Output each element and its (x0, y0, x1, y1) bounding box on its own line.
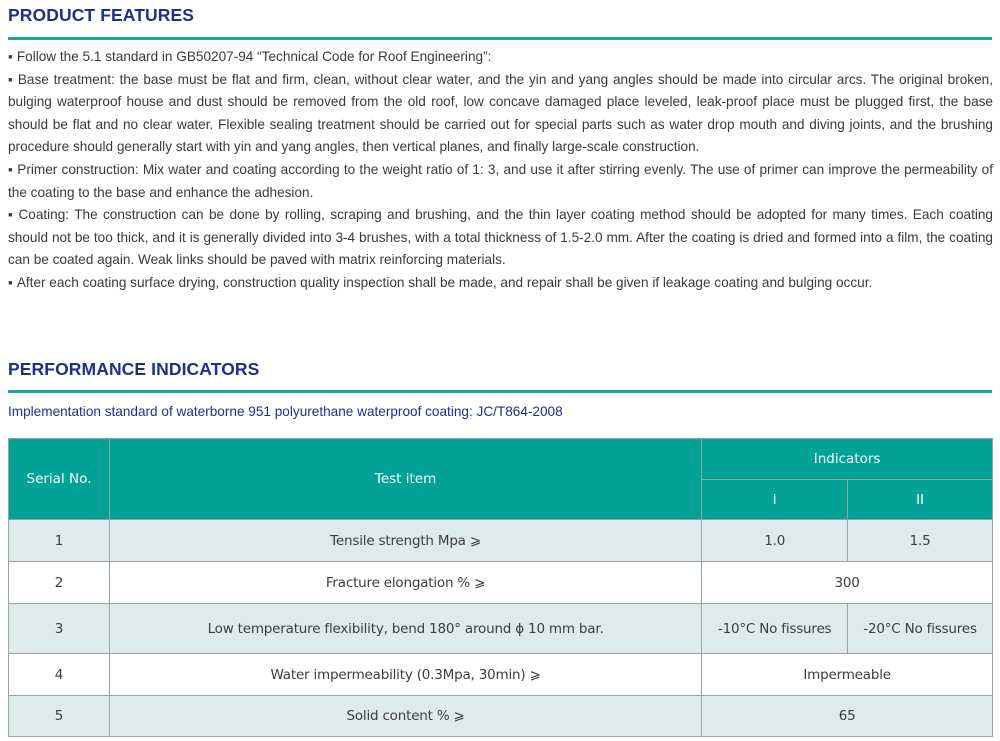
feature-item (8, 272, 993, 295)
product-features-list (8, 46, 993, 295)
header-serial-no: Serial No. (9, 439, 110, 520)
header-grade-1: I (702, 480, 848, 520)
cell-serial: 4 (9, 654, 110, 696)
feature-text: Primer construction: Mix water and coating according to the weight ratio of 1: 3, and use it after stirring evenly. The use of primer can improve the permeability of the coating to the base and enhance the adhesion. (8, 161, 993, 200)
cell-serial: 3 (9, 604, 110, 654)
header-grade-2: II (848, 480, 993, 520)
table-row (9, 604, 993, 654)
feature-text: After each coating surface drying, construction quality inspection shall be made, and repair shall be given if leakage coating and bulging occur. (16, 274, 873, 290)
table-row (9, 520, 993, 562)
bullet-icon: ▪ (8, 161, 14, 177)
bullet-icon: ▪ (8, 71, 14, 87)
header-test-item: Test item (109, 439, 701, 520)
feature-item (8, 69, 993, 159)
cell-serial: 2 (9, 562, 110, 604)
cell-serial: 1 (9, 520, 110, 562)
feature-item (8, 46, 993, 69)
feature-text: Follow the 5.1 standard in GB50207-94 “Technical Code for Roof Engineering”: (16, 49, 492, 64)
table-row (9, 696, 993, 737)
product-features-divider (8, 37, 992, 40)
performance-indicators-divider (8, 390, 992, 393)
performance-indicators-heading: PERFORMANCE INDICATORS (8, 359, 260, 379)
table-row (9, 562, 993, 604)
bullet-icon: ▪ (8, 274, 13, 290)
header-indicators: Indicators (702, 439, 993, 480)
cell-grade-1: 1.0 (702, 520, 848, 562)
cell-test-item: Low temperature flexibility, bend 180° around ϕ 10 mm bar. (109, 604, 701, 654)
cell-test-item: Solid content % ⩾ (109, 696, 701, 737)
cell-serial: 5 (9, 696, 110, 737)
cell-grade-1: -10°C No fissures (702, 604, 848, 654)
feature-text: Coating: The construction can be done by rolling, scraping and brushing, and the thin layer coating method should be adopted for many times. Each coating should not be too thick, and it is generally divided into 3-4 brushes, with a total thickness of 1.5-2.0 mm. After the coating is dried and formed into a film, the coating can be coated again. Weak links should be paved with matrix reinforcing materials. (8, 207, 993, 268)
product-features-heading: PRODUCT FEATURES (8, 5, 194, 25)
table-header-row (9, 439, 993, 480)
bullet-icon: ▪ (8, 49, 13, 64)
cell-test-item: Tensile strength Mpa ⩾ (109, 520, 701, 562)
cell-indicator-value: 300 (702, 562, 993, 604)
cell-test-item: Fracture elongation % ⩾ (109, 562, 701, 604)
cell-indicator-value: 65 (702, 696, 993, 737)
performance-table (8, 438, 993, 737)
cell-test-item: Water impermeability (0.3Mpa, 30min) ⩾ (109, 654, 701, 696)
bullet-icon: ▪ (8, 207, 15, 223)
cell-indicator-value: Impermeable (702, 654, 993, 696)
cell-grade-2: -20°C No fissures (848, 604, 993, 654)
implementation-standard: Implementation standard of waterborne 951 polyurethane waterproof coating: JC/T864-2008 (8, 404, 563, 419)
feature-item (8, 159, 993, 204)
feature-text: Base treatment: the base must be flat and firm, clean, without clear water, and the yin and yang angles should be made into circular arcs. The original broken, bulging waterproof house and dust should be removed from the old roof, low concave damaged place leveled, leak-proof place must be plugged first, the base should be flat and no clear water. Flexible sealing treatment should be carried out for special parts such as water drop mouth and diving joints, and the brushing procedure should generally start with yin and yang angles, then vertical planes, and finally large-scale construction. (8, 71, 993, 155)
cell-grade-2: 1.5 (848, 520, 993, 562)
feature-item (8, 204, 993, 272)
table-row (9, 654, 993, 696)
